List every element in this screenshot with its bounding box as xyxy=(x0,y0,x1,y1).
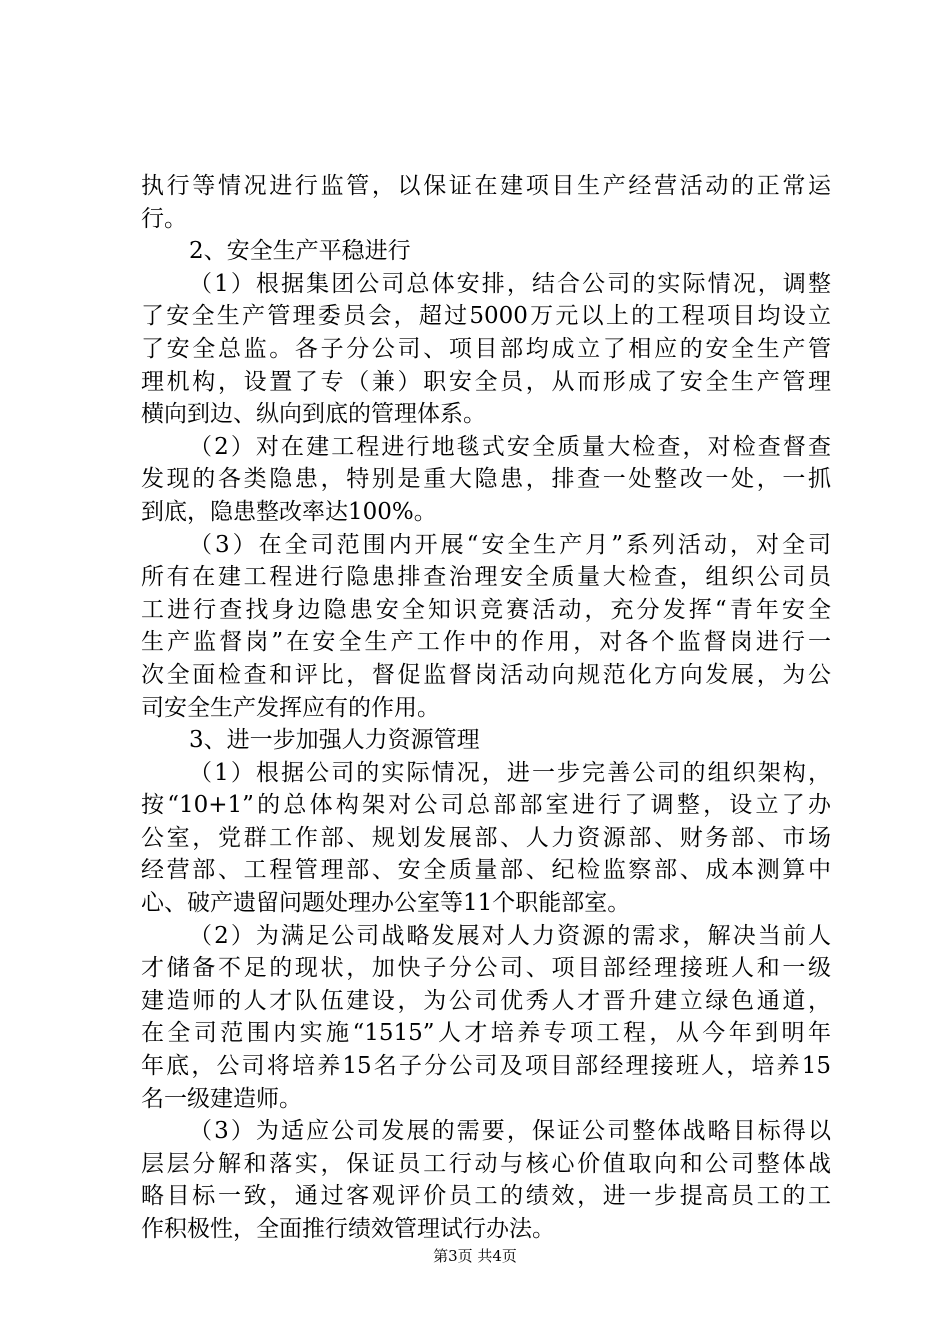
text-line: 所有在建工程进行隐患排查治理安全质量大检查，组织公司员 xyxy=(141,564,831,591)
text-line: 横向到边、纵向到底的管理体系。 xyxy=(141,401,486,428)
text-line: 执行等情况进行监管，以保证在建项目生产经营活动的正常运 xyxy=(141,173,831,199)
text-line: 发现的各类隐患，特别是重大隐患，排查一处整改一处，一抓 xyxy=(141,466,831,493)
text-line: 工进行查找身边隐患安全知识竞赛活动，充分发挥“青年安全 xyxy=(141,596,831,623)
text-line: 次全面检查和评比，督促监督岗活动向规范化方向发展，为公 xyxy=(141,661,831,688)
paragraph-first-line: （2）为满足公司战略发展对人力资源的需求，解决当前人 xyxy=(189,922,831,949)
paragraph-first-line: （1）根据公司的实际情况，进一步完善公司的组织架构， xyxy=(189,759,831,786)
text-line: 了安全总监。各子分公司、项目部均成立了相应的安全生产管 xyxy=(141,335,831,362)
paragraph-first-line: （2）对在建工程进行地毯式安全质量大检查，对检查督查 xyxy=(189,433,831,460)
text-line: 生产监督岗”在安全生产工作中的作用，对各个监督岗进行一 xyxy=(141,629,831,656)
text-line: 经营部、工程管理部、安全质量部、纪检监察部、成本测算中 xyxy=(141,857,831,884)
text-line: 理机构，设置了专（兼）职安全员，从而形成了安全生产管理 xyxy=(141,368,831,395)
text-line: 心、破产遗留问题处理办公室等11个职能部室。 xyxy=(141,890,631,917)
section-heading: 3、进一步加强人力资源管理 xyxy=(189,727,480,754)
text-line: 了安全生产管理委员会，超过5000万元以上的工程项目均设立 xyxy=(141,303,831,330)
text-line: 行。 xyxy=(141,205,187,232)
page-footer: 第3页 共4页 xyxy=(433,1247,517,1265)
text-line: 在全司范围内实施“1515”人才培养专项工程，从今年到明年 xyxy=(141,1020,831,1047)
text-line: 略目标一致，通过客观评价员工的绩效，进一步提高员工的工 xyxy=(141,1183,831,1210)
text-line: 名一级建造师。 xyxy=(141,1085,302,1112)
text-line: 层层分解和落实，保证员工行动与核心价值取向和公司整体战 xyxy=(141,1150,831,1177)
text-line: 建造师的人才队伍建设，为公司优秀人才晋升建立绿色通道， xyxy=(141,987,831,1014)
section-heading: 2、安全生产平稳进行 xyxy=(189,238,411,265)
paragraph-first-line: （3）在全司范围内开展“安全生产月”系列活动，对全司 xyxy=(189,531,831,558)
text-line: 司安全生产发挥应有的作用。 xyxy=(141,694,440,721)
text-line: 公室，党群工作部、规划发展部、人力资源部、财务部、市场 xyxy=(141,824,831,851)
text-line: 才储备不足的现状，加快子分公司、项目部经理接班人和一级 xyxy=(141,955,831,982)
paragraph-first-line: （1）根据集团公司总体安排，结合公司的实际情况，调整 xyxy=(189,270,831,297)
text-line: 到底，隐患整改率达100%。 xyxy=(141,498,437,525)
paragraph-first-line: （3）为适应公司发展的需要，保证公司整体战略目标得以 xyxy=(189,1118,831,1145)
text-line: 按“10+1”的总体构架对公司总部部室进行了调整，设立了办 xyxy=(141,792,831,819)
text-line: 年底，公司将培养15名子分公司及项目部经理接班人，培养15 xyxy=(141,1053,831,1080)
document-body xyxy=(141,170,831,1246)
text-line: 作积极性，全面推行绩效管理试行办法。 xyxy=(141,1216,555,1242)
